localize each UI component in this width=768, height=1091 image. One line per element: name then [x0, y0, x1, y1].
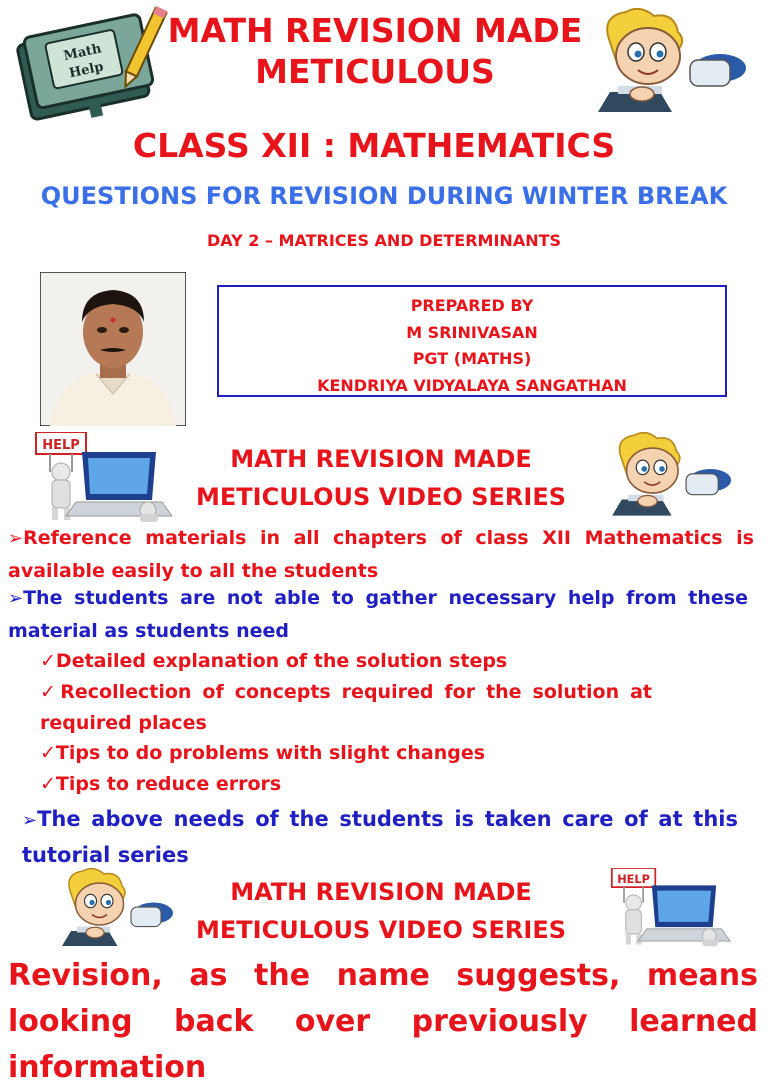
- prepared-by-label: PREPARED BY: [410, 296, 534, 315]
- svg-text:HELP: HELP: [42, 438, 80, 453]
- bullet-needs-taken-care: [22, 802, 738, 873]
- series-title-2-line2: METICULOUS VIDEO SERIES: [196, 916, 566, 944]
- sub-bullet-recollection: [40, 677, 652, 739]
- sub-bullet-text: Tips to do problems with slight changes: [55, 742, 486, 764]
- check-icon: ✓: [40, 773, 56, 795]
- boy-with-laptop-icon-3: [56, 868, 176, 952]
- check-icon: ✓: [40, 650, 56, 672]
- sub-bullet-text: Recollection of concepts required for the solution at required places: [40, 681, 652, 734]
- svg-text:Math: Math: [62, 41, 103, 65]
- series-title-1: [185, 440, 577, 516]
- arrow-bullet-icon: ➢: [8, 528, 24, 549]
- prepared-by-box: [217, 285, 727, 397]
- class-title: CLASS XII : MATHEMATICS: [132, 126, 616, 165]
- sub-bullet-detailed-explanation: [40, 646, 652, 677]
- revision-definition-text: Revision, as the name suggests, means looking back over previously learned information: [8, 958, 758, 1085]
- sub-bullet-text: Detailed explanation of the solution steps: [55, 650, 508, 672]
- sub-bullet-tips-changes: [40, 738, 652, 769]
- bullet-text: The above needs of the students is taken care of at this tutorial series: [22, 807, 738, 867]
- boy-with-laptop-icon-2: [600, 432, 740, 522]
- main-title-line1: MATH REVISION MADE: [167, 11, 583, 50]
- author-designation: PGT (MATHS): [412, 349, 532, 368]
- sub-bullet-text: Tips to reduce errors: [55, 773, 282, 795]
- series-title-2: [185, 873, 577, 949]
- author-organization: KENDRIYA VIDYALAYA SANGATHAN: [317, 375, 627, 395]
- series-title-1-line2: METICULOUS VIDEO SERIES: [196, 483, 566, 511]
- main-title: [150, 10, 600, 92]
- arrow-bullet-icon: ➢: [22, 810, 38, 831]
- bullet-reference-materials: [8, 522, 754, 587]
- author-photo: [40, 272, 186, 426]
- check-icon: ✓: [40, 742, 56, 764]
- help-laptop-icon-2: [594, 868, 734, 948]
- math-help-book-icon: [10, 4, 170, 122]
- sub-bullet-tips-errors: [40, 769, 652, 800]
- svg-text:HELP: HELP: [617, 872, 650, 886]
- subtitle: QUESTIONS FOR REVISION DURING WINTER BREAK: [40, 182, 728, 210]
- bullet-text: The students are not able to gather necessary help from these material as students need: [8, 587, 748, 642]
- series-title-2-line1: MATH REVISION MADE: [230, 878, 532, 906]
- main-title-line2: METICULOUS: [255, 52, 495, 91]
- boy-with-laptop-icon: [590, 8, 750, 120]
- day-title: DAY 2 – MATRICES AND DETERMINANTS: [206, 231, 562, 250]
- bullet-text: Reference materials in all chapters of class XII Mathematics is available easily to all the students: [8, 527, 754, 582]
- author-name: M SRINIVASAN: [406, 322, 538, 342]
- arrow-bullet-icon: ➢: [8, 588, 24, 609]
- check-icon: ✓: [40, 681, 61, 703]
- series-title-1-line1: MATH REVISION MADE: [230, 445, 532, 473]
- help-laptop-icon: [16, 432, 176, 524]
- bullet-students-help: [8, 582, 748, 647]
- svg-text:Help: Help: [67, 59, 105, 82]
